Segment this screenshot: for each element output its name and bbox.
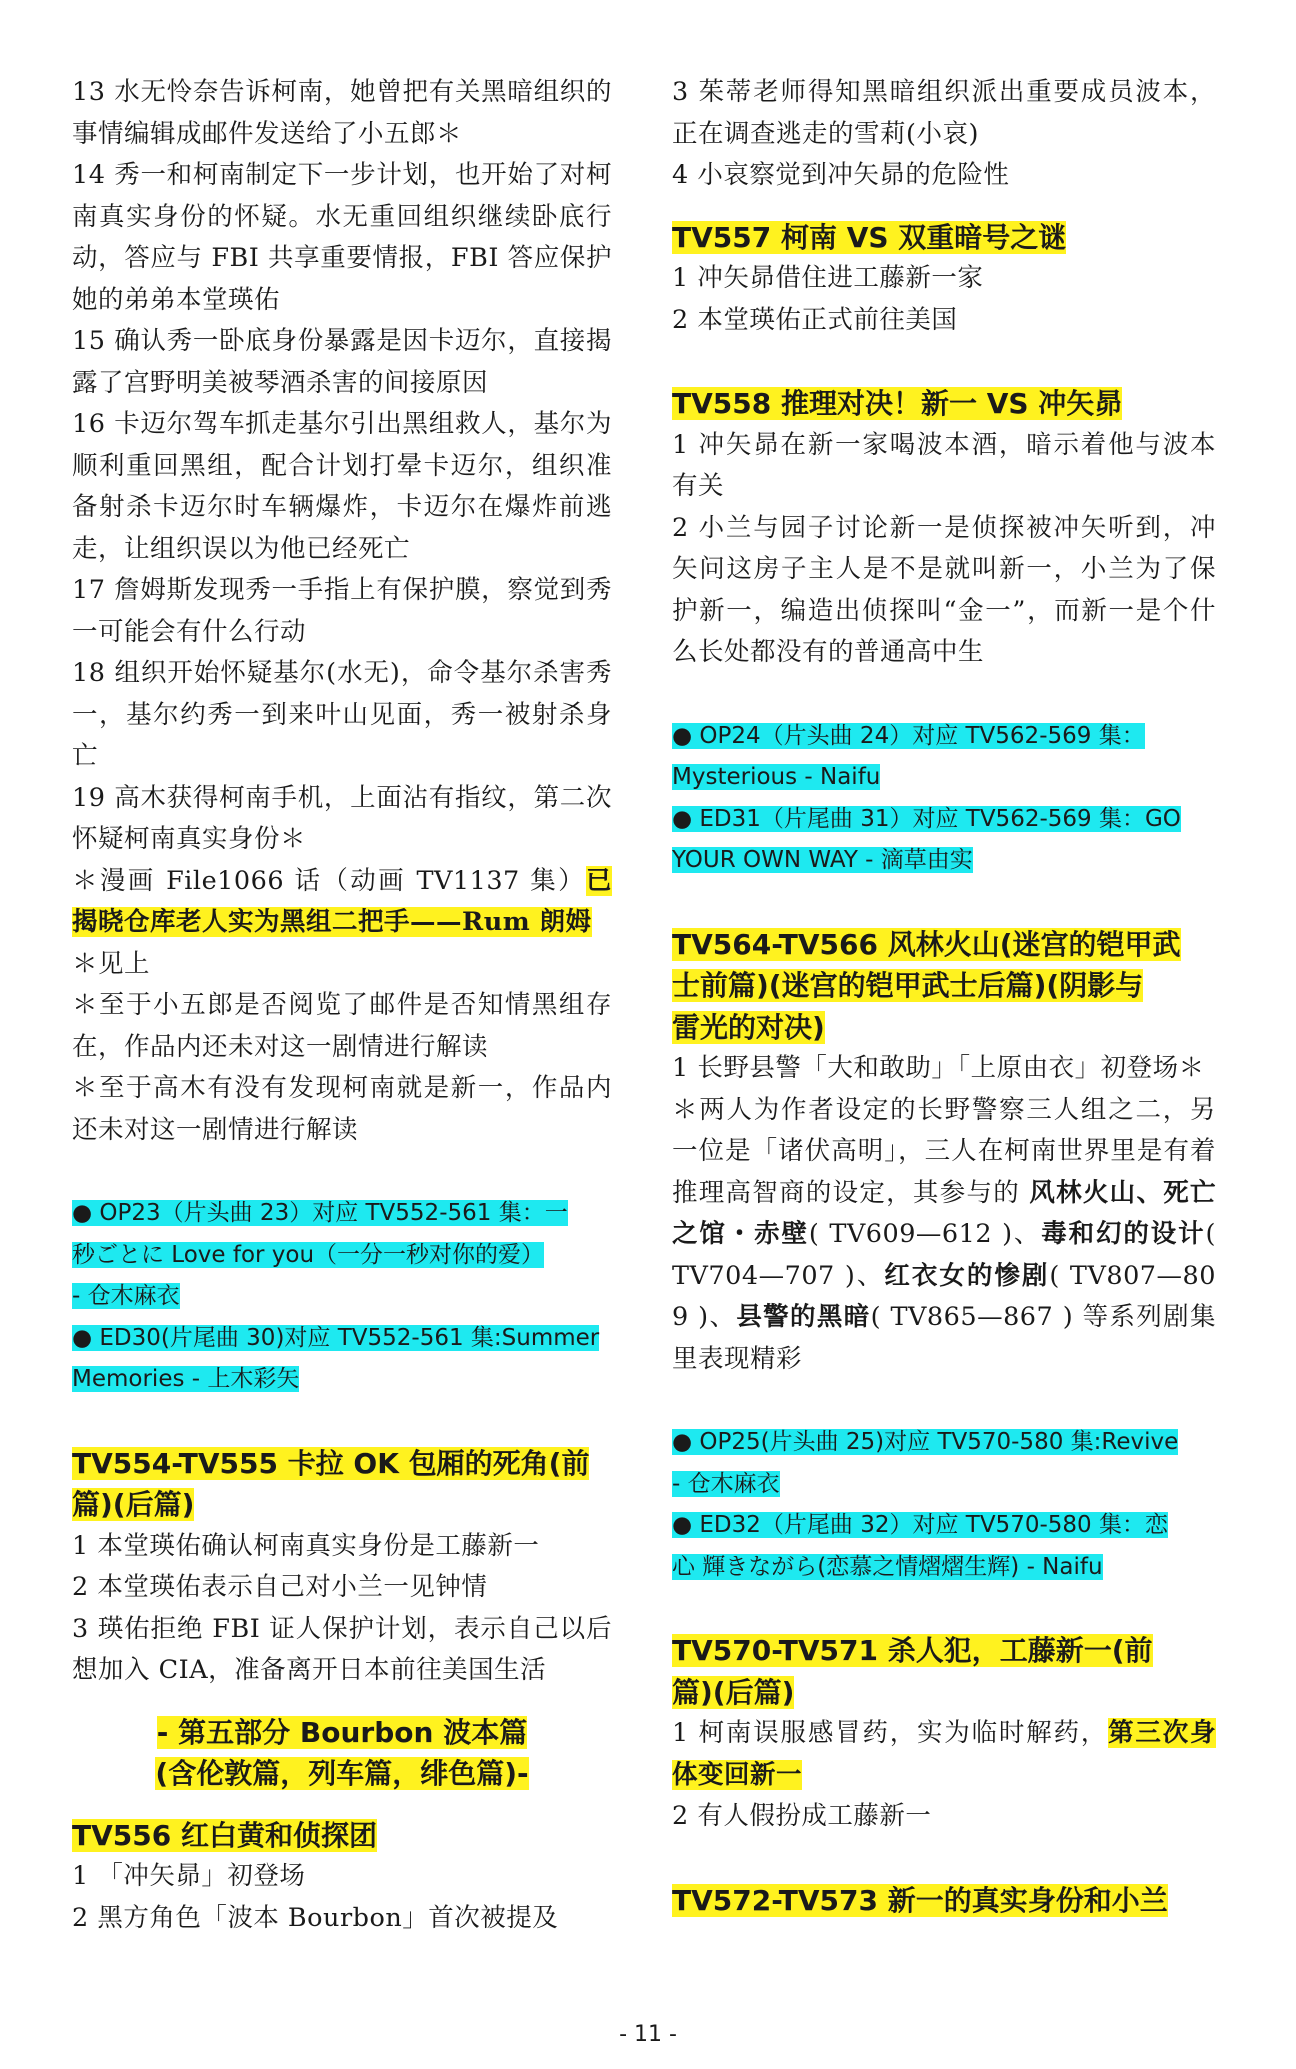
left-column xyxy=(72,72,612,1939)
item-14: 14 秀一和柯南制定下一步计划，也开始了对柯南真实身份的怀疑。水无重回组织继续卧底行动，答应与 FBI 共享重要情报，FBI 答应保护她的弟弟本堂瑛佑 xyxy=(72,160,612,315)
episode-title-tv556: TV556 红白黄和侦探团 xyxy=(72,1818,377,1852)
item-16: 16 卡迈尔驾车抓走基尔引出黑组救人，基尔为顺利重回黑组，配合计划打晕卡迈尔，组织准备射杀卡迈尔时车辆爆炸，卡迈尔在爆炸前逃走，让组织误以为他已经死亡 xyxy=(72,409,612,564)
item-18: 18 组织开始怀疑基尔(水无)，命令基尔杀害秀一，基尔约秀一到来叶山见面，秀一被射杀身亡 xyxy=(72,658,612,771)
tv554-item-1: 1 本堂瑛佑确认柯南真实身份是工藤新一 xyxy=(72,1530,540,1561)
tv564-note: ＊两人为作者设定的长野警察三人组之二，另一位是「诸伏高明」，三人在柯南世界里是有着推理高智商的设定，其参与的 风林火山、死亡之馆・赤壁( TV609—612 )、毒和幻的设计( TV704—707 )、红衣女的惨剧( TV807—809 )、县警的黑暗( TV865—867 ) 等系列剧集里表现精彩 xyxy=(672,1094,1216,1374)
tv556-item-3: 3 茱蒂老师得知黑暗组织派出重要成员波本，正在调查逃走的雪莉(小哀) xyxy=(672,77,1216,149)
episode-title-tv572: TV572-TV573 新一的真实身份和小兰 xyxy=(672,1883,1168,1917)
ed30-line-2: Memories - 上木彩矢 xyxy=(72,1366,300,1392)
note-kogoro: ＊至于小五郎是否阅览了邮件是否知情黑组存在，作品内还未对这一剧情进行解读 xyxy=(72,990,612,1062)
right-column xyxy=(672,72,1216,1921)
op25-line-1: ● OP25(片头曲 25)对应 TV570-580 集:Revive xyxy=(672,1429,1179,1455)
tv570-item-1: 1 柯南误服感冒药，实为临时解药，第三次身体变回新一 xyxy=(672,1718,1216,1790)
tv556-item-2: 2 黑方角色「波本 Bourbon」首次被提及 xyxy=(72,1902,559,1933)
ed32-line-2: 心 輝きながら(恋慕之情熠熠生辉) - Naifu xyxy=(672,1553,1103,1580)
song-block-op23-ed30 xyxy=(72,1193,612,1401)
episode-title-tv570: TV570-TV571 杀人犯，工藤新一(前 篇)(后篇) xyxy=(672,1634,1153,1709)
tv557-item-1: 1 冲矢昴借住进工藤新一家 xyxy=(672,263,984,293)
note-rum xyxy=(72,861,612,944)
episode-title-tv557: TV557 柯南 VS 双重暗号之谜 xyxy=(672,220,1067,254)
tv556-item-1: 1 「冲矢昴」初登场 xyxy=(72,1861,306,1891)
ed30-line-1: ● ED30(片尾曲 30)对应 TV552-561 集:Summer xyxy=(72,1324,600,1351)
tv556-item-4: 4 小哀察觉到冲矢昴的危险性 xyxy=(672,160,1010,190)
tv558-item-1: 1 冲矢昴在新一家喝波本酒，暗示着他与波本有关 xyxy=(672,429,1216,501)
note-see-above: ＊见上 xyxy=(72,948,151,979)
tv564-item-1: 1 长野县警「大和敢助」「上原由衣」初登场＊ xyxy=(672,1053,1205,1083)
ed31-line-2: YOUR OWN WAY - 滴草由实 xyxy=(672,847,973,873)
item-19: 19 高木获得柯南手机，上面沾有指纹，第二次怀疑柯南真实身份＊ xyxy=(72,782,612,854)
op24-line-1: ● OP24（片头曲 24）对应 TV562-569 集： xyxy=(672,722,1145,749)
op25-line-2: - 仓木麻衣 xyxy=(672,1470,780,1497)
item-15: 15 确认秀一卧底身份暴露是因卡迈尔，直接揭露了宫野明美被琴酒杀害的间接原因 xyxy=(72,326,612,398)
episode-title-tv554: TV554-TV555 卡拉 OK 包厢的死角(前 篇)(后篇) xyxy=(72,1446,590,1521)
op23-line-1: ● OP23（片头曲 23）对应 TV552-561 集：一 xyxy=(72,1200,568,1226)
page-number: - 11 - xyxy=(619,2022,677,2047)
ed31-line-1: ● ED31（片尾曲 31）对应 TV562-569 集：GO xyxy=(672,805,1181,832)
op24-line-2: Mysterious - Naifu xyxy=(672,764,881,790)
item-13: 13 水无怜奈告诉柯南，她曾把有关黑暗组织的事情编辑成邮件发送给了小五郎＊ xyxy=(72,77,612,149)
song-block-op24-ed31 xyxy=(672,716,1216,882)
tv570-item-2: 2 有人假扮成工藤新一 xyxy=(672,1801,932,1831)
tv558-item-2: 2 小兰与园子讨论新一是侦探被冲矢听到，冲矢问这房子主人是不是就叫新一，小兰为了保护新一，编造出侦探叫“金一”，而新一是个什么长处都没有的普通高中生 xyxy=(672,512,1216,667)
tv557-item-2: 2 本堂瑛佑正式前往美国 xyxy=(672,304,958,335)
episode-title-tv558: TV558 推理对决！新一 VS 冲矢昴 xyxy=(672,387,1123,420)
note-rum-highlight: 已揭晓仓库老人实为黑组二把手——Rum 朗姆 xyxy=(72,865,612,937)
song-block-op25-ed32 xyxy=(672,1422,1216,1588)
episode-title-tv564: TV564-TV566 风林火山(迷宫的铠甲武 士前篇)(迷宫的铠甲武士后篇)(阴影与 雷光的对决) xyxy=(672,927,1181,1044)
tv554-item-3: 3 瑛佑拒绝 FBI 证人保护计划，表示自己以后想加入 CIA，准备离开日本前往美国生活 xyxy=(72,1613,612,1685)
ed32-line-1: ● ED32（片尾曲 32）对应 TV570-580 集：恋 xyxy=(672,1512,1168,1538)
part-five-heading: - 第五部分 Bourbon 波本篇 (含伦敦篇，列车篇，绯色篇)- xyxy=(155,1715,529,1790)
item-17: 17 詹姆斯发现秀一手指上有保护膜，察觉到秀一可能会有什么行动 xyxy=(72,575,612,647)
tv554-item-2: 2 本堂瑛佑表示自己对小兰一见钟情 xyxy=(72,1572,488,1602)
op23-line-3: - 仓木麻衣 xyxy=(72,1283,180,1309)
op23-line-2: 秒ごとに Love for you（一分一秒对你的爱） xyxy=(72,1241,545,1268)
note-rum-plain: ＊漫画 File1066 话（动画 TV1137 集） xyxy=(72,865,586,896)
note-takagi: ＊至于高木有没有发现柯南就是新一，作品内还未对这一剧情进行解读 xyxy=(72,1073,612,1145)
